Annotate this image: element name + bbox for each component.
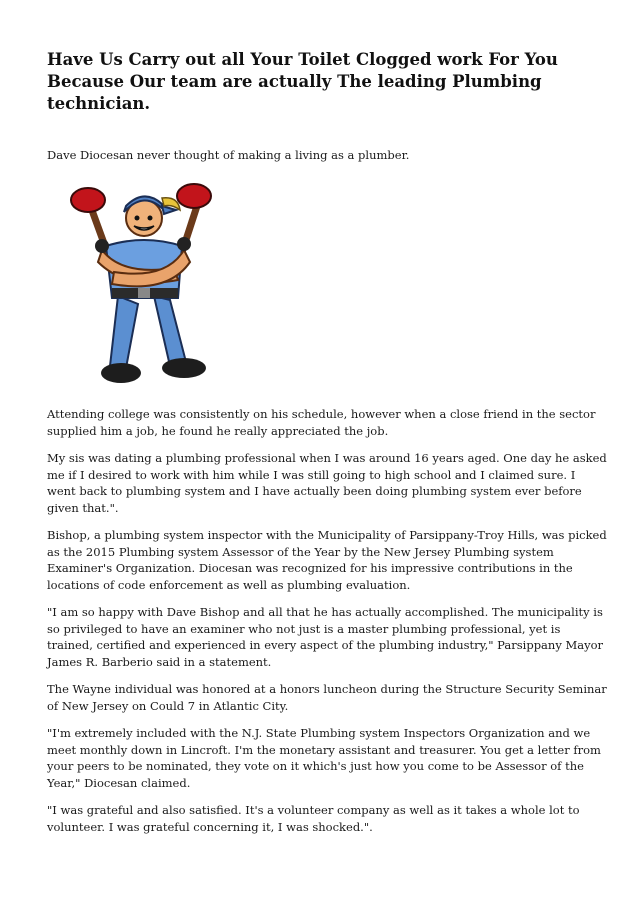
paragraph: The Wayne individual was honored at a honors luncheon during the Structure Security Seminar of New Jersey on Could 7 in Atlantic City. xyxy=(47,682,607,713)
article-body xyxy=(47,406,607,846)
paragraph: "I was grateful and also satisfied. It's a volunteer company as well as it takes a whole lot to volunteer. I was grateful concerning it, I was shocked.". xyxy=(47,803,580,834)
paragraph: Attending college was consistently on his schedule, however when a close friend in the sector supplied him a job, he found he really appreciated the job. xyxy=(47,407,596,438)
page-title: Have Us Carry out all Your Toilet Clogged work For You Because Our team are actually The leading Plumbing technician. xyxy=(47,50,558,113)
intro-paragraph: Dave Diocesan never thought of making a living as a plumber. xyxy=(47,148,410,162)
paragraph: "I'm extremely included with the N.J. State Plumbing system Inspectors Organization and we meet monthly down in Lincroft. I'm the monetary assistant and treasurer. You get a letter from your peers to be nominated, they vote on it which's just how you come to be Assessor of the Year," Diocesan claimed. xyxy=(47,726,601,790)
paragraph: My sis was dating a plumbing professional when I was around 16 years aged. One day he asked me if I desired to work with him while I was still going to high school and I claimed sure. I went back to plumbing system and I have actually been doing plumbing system ever before given that.". xyxy=(47,451,607,515)
paragraph: Bishop, a plumbing system inspector with the Municipality of Parsippany-Troy Hills, was picked as the 2015 Plumbing system Assessor of the Year by the New Jersey Plumbing system Examiner's Organization. Diocesan was recognized for his impressive contributions in the locations of code enforcement as well as plumbing evaluation. xyxy=(47,528,607,592)
paragraph: "I am so happy with Dave Bishop and all that he has actually accomplished. The municipality is so privileged to have an examiner who not just is a master plumbing professional, yet is trained, certified and experienced in every aspect of the plumbing industry," Parsippany Mayor James R. Barberio said in a statement. xyxy=(47,605,604,669)
plumber-with-plungers-icon xyxy=(66,176,226,394)
plumber-illustration xyxy=(66,176,226,394)
